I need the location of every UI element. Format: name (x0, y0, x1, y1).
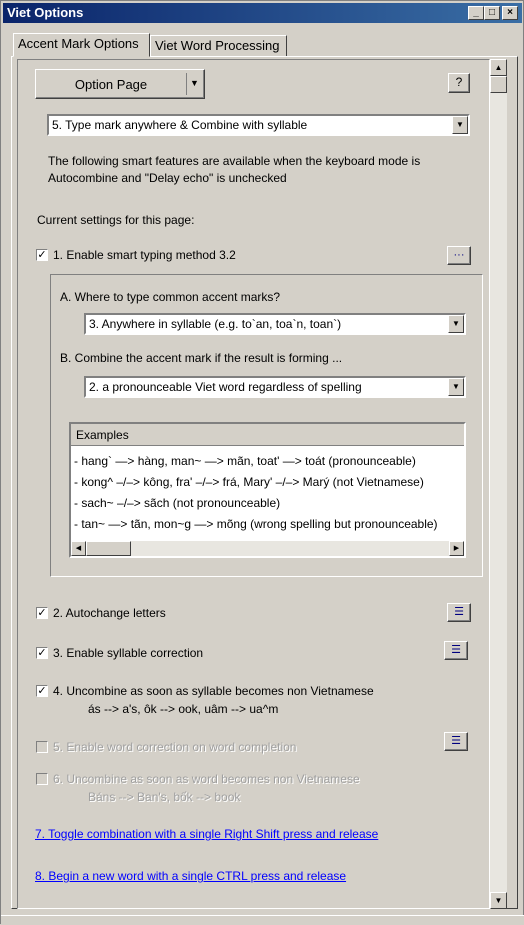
example-line: - tan~ —> tãn, mon~g —> mõng (wrong spelling but pronounceable) (74, 517, 438, 531)
close-button[interactable]: × (502, 6, 518, 20)
chevron-down-icon[interactable]: ▼ (448, 315, 464, 333)
scroll-up-button[interactable]: ▲ (490, 59, 507, 76)
list-icon[interactable]: ☰ (444, 732, 468, 751)
window-title: Viet Options (7, 5, 84, 20)
example-line: - kong^ –/–> kông, fra' –/–> frá, Mary' –/–> Marý (not Vietnamese) (74, 475, 424, 489)
title-bar[interactable] (3, 3, 522, 23)
option-4-label[interactable]: 4. Uncombine as soon as syllable becomes non Vietnamese (53, 684, 374, 698)
question-a-label: A. Where to type common accent marks? (60, 290, 281, 304)
page-select-value: 5. Type mark anywhere & Combine with syllable (52, 118, 308, 132)
new-word-ctrl-link[interactable]: 8. Begin a new word with a single CTRL press and release (35, 869, 347, 883)
example-line: - sach~ –/–> sãch (not pronounceable) (74, 496, 281, 510)
scroll-thumb[interactable] (490, 76, 507, 93)
examples-list[interactable] (69, 422, 466, 558)
examples-header: Examples (71, 424, 466, 446)
option-1-checkbox[interactable]: ✓ (37, 249, 47, 261)
scroll-right-button[interactable]: ▶ (449, 541, 464, 556)
option-4-checkbox[interactable]: ✓ (37, 685, 47, 697)
current-settings-label: Current settings for this page: (37, 213, 195, 227)
option-5-checkbox (36, 741, 48, 753)
option-5-label: 5. Enable word correction on word completion (53, 740, 297, 754)
question-b-label: B. Combine the accent mark if the result is forming ... (60, 351, 343, 365)
combine-mode-value: 2. a pronounceable Viet word regardless of spelling (89, 380, 362, 394)
horizontal-scrollbar[interactable] (71, 541, 464, 556)
collapse-button[interactable]: ··· (447, 246, 471, 265)
chevron-down-icon: ▼ (190, 78, 199, 88)
option-page-label: Option Page (74, 77, 148, 92)
list-icon[interactable]: ☰ (444, 641, 468, 660)
maximize-button[interactable]: □ (484, 6, 500, 20)
option-6-label: 6. Uncombine as soon as word becomes non Vietnamese (53, 772, 360, 786)
tab-viet-word-processing[interactable]: Viet Word Processing (150, 35, 287, 57)
option-page-divider (186, 73, 187, 95)
description-line-2: Autocombine and "Delay echo" is unchecked (48, 171, 287, 185)
scroll-left-button[interactable]: ◀ (71, 541, 86, 556)
option-6-checkbox (36, 773, 48, 785)
tab-accent-mark-options[interactable]: Accent Mark Options (13, 33, 150, 57)
scroll-down-button[interactable]: ▼ (490, 892, 507, 909)
chevron-down-icon[interactable]: ▼ (452, 116, 468, 134)
option-6-example: Báns --> Ban's, bốk --> book (88, 790, 241, 804)
option-page-button[interactable] (35, 69, 205, 99)
chevron-down-icon[interactable]: ▼ (448, 378, 464, 396)
page-select[interactable] (47, 114, 470, 136)
vertical-scrollbar[interactable] (490, 59, 507, 909)
option-1-label[interactable]: 1. Enable smart typing method 3.2 (53, 248, 236, 262)
option-3-label[interactable]: 3. Enable syllable correction (53, 646, 204, 660)
toggle-combination-link[interactable]: 7. Toggle combination with a single Right Shift press and release (35, 827, 379, 841)
option-3-checkbox[interactable]: ✓ (37, 647, 47, 659)
accent-position-value: 3. Anywhere in syllable (e.g. to`an, toa`n, toan`) (89, 317, 342, 331)
option-4-example: ás --> a's, ôk --> ook, uâm --> ua^m (88, 702, 279, 716)
minimize-button[interactable]: _ (468, 6, 484, 20)
example-line: - hang` —> hàng, man~ —> mãn, toat' —> toát (pronounceable) (74, 454, 416, 468)
option-2-label[interactable]: 2. Autochange letters (53, 606, 166, 620)
option-2-checkbox[interactable]: ✓ (37, 607, 47, 619)
horizontal-scroll-thumb[interactable] (86, 541, 131, 556)
accent-position-select[interactable] (84, 313, 466, 335)
help-button[interactable]: ? (448, 73, 470, 93)
description-line-1: The following smart features are available when the keyboard mode is (48, 154, 421, 168)
list-icon[interactable]: ☰ (447, 603, 471, 622)
combine-mode-select[interactable] (84, 376, 466, 398)
